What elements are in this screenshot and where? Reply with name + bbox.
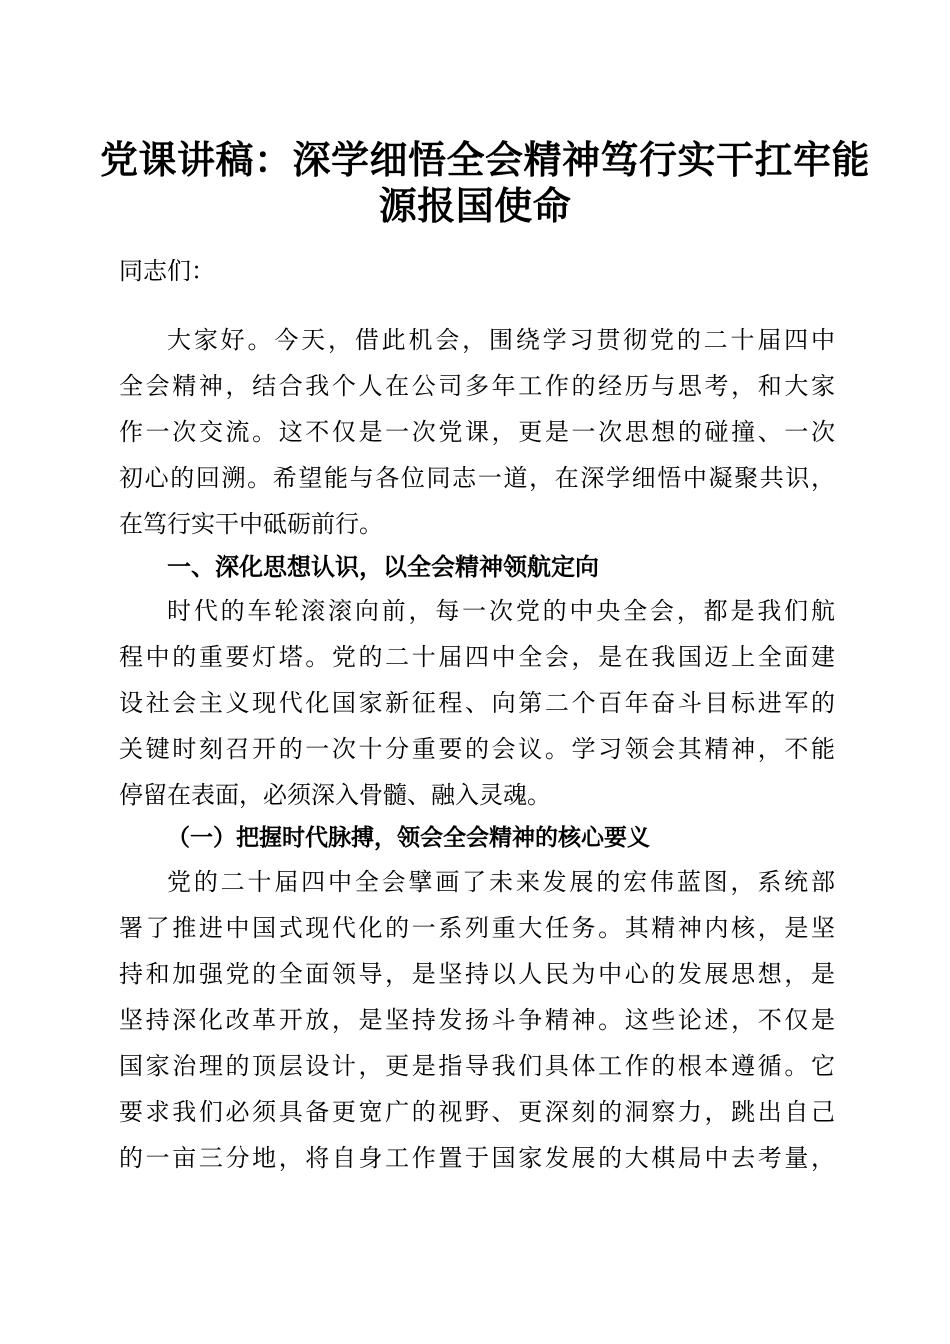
- subsection-1-line: 党的二十届四中全会擘画了未来发展的宏伟蓝图，系统部: [167, 868, 835, 896]
- intro-line: 初心的回溯。希望能与各位同志一道，在深学细悟中凝聚共识，: [119, 464, 835, 492]
- subsection-1-line: 持和加强党的全面领导，是坚持以人民为中心的发展思想，是: [119, 960, 835, 988]
- subsection-1-line: 的一亩三分地，将自身工作置于国家发展的大棋局中去考量，: [119, 1144, 835, 1172]
- intro-line: 在笃行实干中砥砺前行。: [119, 510, 383, 538]
- document-title-line-2: 源报国使命: [378, 183, 572, 228]
- section-heading: 一、深化思想认识，以全会精神领航定向: [167, 553, 599, 581]
- intro-line: 作一次交流。这不仅是一次党课，更是一次思想的碰撞、一次: [119, 418, 835, 446]
- section-1-line: 时代的车轮滚滚向前，每一次党的中央全会，都是我们航: [167, 597, 835, 625]
- intro-line: 全会精神，结合我个人在公司多年工作的经历与思考，和大家: [119, 372, 835, 400]
- subsection-1-line: 坚持深化改革开放，是坚持发扬斗争精神。这些论述，不仅是: [119, 1006, 835, 1034]
- subsection-1-line: 署了推进中国式现代化的一系列重大任务。其精神内核，是坚: [119, 914, 835, 942]
- section-1-line: 关键时刻召开的一次十分重要的会议。学习领会其精神，不能: [119, 735, 835, 763]
- section-1-line: 设社会主义现代化国家新征程、向第二个百年奋斗目标进军的: [119, 689, 835, 717]
- intro-line: 大家好。今天，借此机会，围绕学习贯彻党的二十届四中: [167, 326, 835, 354]
- section-1-line: 停留在表面，必须深入骨髓、融入灵魂。: [119, 781, 551, 809]
- subsection-1-line: 国家治理的顶层设计，更是指导我们具体工作的根本遵循。它: [119, 1052, 835, 1080]
- section-1-line: 程中的重要灯塔。党的二十届四中全会，是在我国迈上全面建: [119, 643, 835, 671]
- document-title-line-1: 党课讲稿：深学细悟全会精神笃行实干扛牢能: [100, 137, 871, 182]
- subsection-1-line: 要求我们必须具备更宽广的视野、更深刻的洞察力，跳出自己: [119, 1098, 835, 1126]
- subsection-heading: （一）把握时代脉搏，领会全会精神的核心要义: [167, 825, 650, 851]
- salutation: 同志们：: [119, 257, 215, 285]
